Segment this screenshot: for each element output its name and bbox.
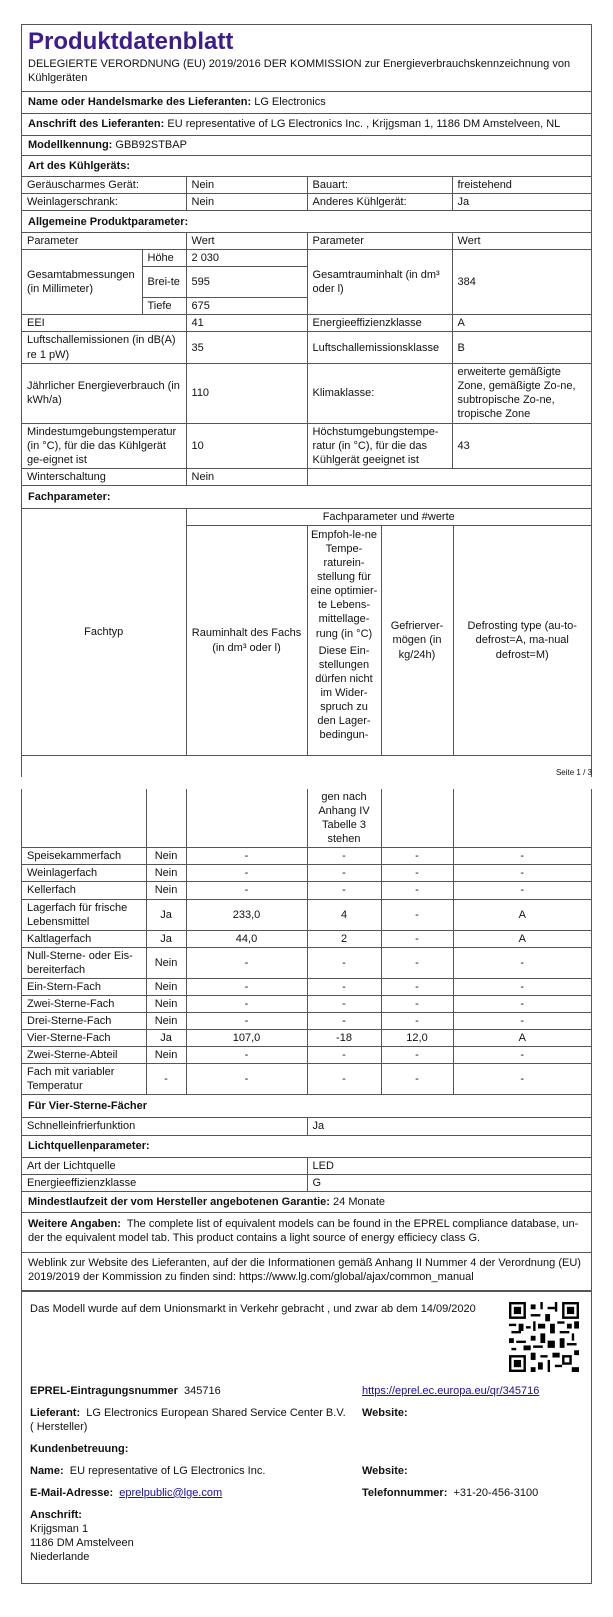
further-text: The complete list of equivalent models can be found in the EPREL compliance database, un-der the equivalent model tab. This product contains a light source of energy efficiecy class G. — [28, 1217, 579, 1244]
support-heading: Kundenbetreuung: — [30, 1442, 129, 1455]
compartment-present: Ja — [146, 930, 186, 947]
further-label: Weitere Angaben: — [28, 1217, 121, 1230]
energy-label: Jährlicher Energieverbrauch (in kWh/a) — [22, 363, 186, 423]
compartment-vol: - — [186, 1064, 307, 1095]
four-star-table — [22, 1117, 591, 1135]
page-title: Produktdatenblatt — [28, 28, 234, 55]
compartments-heading: Fachparameter: — [28, 490, 111, 503]
compartment-defrost: - — [453, 1013, 591, 1030]
compartment-defrost: - — [453, 1064, 591, 1095]
table-row — [22, 978, 591, 995]
table-row — [22, 930, 591, 947]
model-value: GBB92STBAP — [115, 139, 187, 152]
compartment-vol: - — [186, 865, 307, 882]
table-row — [22, 1013, 591, 1030]
compartment-temp: - — [307, 996, 381, 1013]
compartment-freeze: - — [381, 947, 453, 978]
value-header-2: Wert — [452, 233, 591, 250]
compartment-present: Nein — [146, 978, 186, 995]
compartment-vol: - — [186, 996, 307, 1013]
supplier-name-value: LG Electronics — [254, 96, 326, 109]
compartment-name: Weinlagerfach — [22, 865, 146, 882]
support-address-label: Anschrift: — [30, 1508, 82, 1521]
compartment-name: Zwei-Sterne-Fach — [22, 996, 146, 1013]
compartment-vol: 44,0 — [186, 930, 307, 947]
contact-section — [22, 1290, 591, 1617]
climate-value: erweiterte gemäßigte Zone, gemäßigte Zo-ne, subtropische Zo-ne, tropische Zone — [452, 363, 591, 423]
support-name-label: Name: — [30, 1464, 64, 1477]
support-phone-row — [362, 1486, 538, 1500]
compartment-freeze: - — [381, 882, 453, 899]
param-header: Parameter — [22, 233, 186, 250]
wine-label: Weinlagerschrank: — [22, 194, 186, 211]
min-temp-label: Mindestumgebungstemperatur (in °C), für die das Kühlgerät ge-eignet ist — [22, 423, 186, 468]
compartment-defrost: A — [453, 899, 591, 930]
general-heading: Allgemeine Produktparameter: — [28, 215, 189, 228]
compartment-temp: - — [307, 978, 381, 995]
compartment-freeze: 12,0 — [381, 1030, 453, 1047]
compartment-freeze: - — [381, 978, 453, 995]
table-row — [22, 1030, 591, 1047]
height-value: 2 030 — [186, 250, 307, 267]
table-row — [22, 947, 591, 978]
compartment-freeze: - — [381, 1064, 453, 1095]
address-line: 1186 DM Amstelveen — [30, 1536, 134, 1549]
qr-code-icon[interactable] — [509, 1302, 579, 1372]
noise-class-value: B — [452, 332, 591, 363]
compartment-name: Ein-Stern-Fach — [22, 978, 146, 995]
compartment-freeze: - — [381, 996, 453, 1013]
support-address-block — [30, 1522, 134, 1564]
table-row — [22, 848, 591, 865]
support-email-label: E-Mail-Adresse: — [30, 1486, 114, 1499]
table-row — [22, 899, 591, 930]
noise-value: 35 — [186, 332, 307, 363]
eprel-link[interactable]: https://eprel.ec.europa.eu/qr/345716 — [362, 1384, 540, 1397]
value-header: Wert — [186, 233, 307, 250]
compartment-name: Fach mit variabler Temperatur — [22, 1064, 146, 1095]
address-line: Krijgsman 1 — [30, 1522, 89, 1535]
compartment-present: Nein — [146, 1047, 186, 1064]
page-two — [21, 789, 592, 1584]
group-header: Fachparameter und #werte — [186, 508, 591, 525]
support-email-link[interactable]: eprelpublic@lge.com — [119, 1486, 223, 1499]
compartment-temp: - — [307, 865, 381, 882]
eclass-value: A — [452, 315, 591, 332]
compartment-present: - — [146, 1064, 186, 1095]
table-row — [22, 882, 591, 899]
supplier-address-value: EU representative of LG Electronics Inc. , Krijgsman 1, 1186 DM Amstelveen, NL — [167, 118, 561, 131]
support-website-label: Website: — [362, 1464, 408, 1477]
table-row — [22, 1064, 591, 1095]
weblink-text: Weblink zur Website des Lieferanten, auf der die Informationen gemäß Anhang II Nummer 4 der Verordnung (EU) 2019/2019 der Kommission zu finden sind: https://www.lg.com/global/ajax/common_manual — [22, 1252, 591, 1290]
col-freeze-header: Gefrierver-mögen (in kg/24h) — [381, 526, 453, 756]
type-heading: Art des Kühlgeräts: — [22, 155, 591, 176]
col-temp-header-a: Empfoh-le-ne Tempe-raturein-stellung für eine optimier-te Lebens-mittellage-rung (in °C) — [310, 529, 378, 640]
compartment-temp: - — [307, 1013, 381, 1030]
support-phone-value: +31-20-456-3100 — [453, 1486, 539, 1499]
compartment-vol: - — [186, 1047, 307, 1064]
energy-value: 110 — [186, 363, 307, 423]
compartment-temp: 4 — [307, 899, 381, 930]
table-row — [22, 1047, 591, 1064]
compartment-vol: - — [186, 848, 307, 865]
compartment-freeze: - — [381, 899, 453, 930]
compartment-present: Nein — [146, 848, 186, 865]
compartment-defrost: - — [453, 882, 591, 899]
support-phone-label: Telefonnummer: — [362, 1486, 448, 1499]
depth-label: Tiefe — [142, 298, 186, 315]
model-row — [22, 135, 591, 155]
compartment-vol: - — [186, 947, 307, 978]
compartment-temp: - — [307, 882, 381, 899]
lieferant-website-label: Website: — [362, 1406, 408, 1419]
col-volume-header: Rauminhalt des Fachs (in dm³ oder l) — [186, 526, 307, 756]
eprel-label: EPREL-Eintragungsnummer — [30, 1384, 178, 1397]
climate-label: Klimaklasse: — [307, 363, 452, 423]
eei-label: EEI — [22, 315, 186, 332]
light-type-value: LED — [307, 1157, 591, 1174]
compartment-name: Speisekammerfach — [22, 848, 146, 865]
compartment-freeze: - — [381, 865, 453, 882]
lieferant-label: Lieferant: — [30, 1406, 81, 1419]
supplier-address-label: Anschrift des Lieferanten: — [28, 118, 165, 131]
compartments-header-table — [22, 508, 591, 756]
further-info — [22, 1212, 591, 1252]
compartment-vol: - — [186, 882, 307, 899]
regulation-subtitle: DELEGIERTE VERORDNUNG (EU) 2019/2016 DER KOMMISSION zur Energieverbrauchskennzeichnung von Kühlgeräten — [28, 58, 571, 85]
supplier-address-row — [22, 113, 591, 135]
compartment-present: Nein — [146, 882, 186, 899]
height-label: Höhe — [142, 250, 186, 267]
light-table — [22, 1157, 591, 1192]
support-email-row — [30, 1486, 222, 1500]
warranty-label: Mindestlaufzeit der vom Hersteller angebotenen Garantie: — [28, 1195, 330, 1208]
winter-value: Nein — [186, 468, 307, 485]
col-temp-header-b: Diese Ein-stellungen dürfen nicht im Wider-spruch zu den Lager-bedingun- — [315, 644, 373, 742]
noise-label: Luftschallemissionen (in dB(A) re 1 pW) — [22, 332, 186, 363]
design-label: Bauart: — [307, 177, 452, 194]
compartment-name: Kaltlagerfach — [22, 930, 146, 947]
compartment-defrost: - — [453, 978, 591, 995]
min-temp-value: 10 — [186, 423, 307, 468]
compartment-present: Ja — [146, 899, 186, 930]
compartment-freeze: - — [381, 1013, 453, 1030]
compartment-name: Kellerfach — [22, 882, 146, 899]
compartment-temp: - — [307, 1064, 381, 1095]
compartment-temp: - — [307, 1047, 381, 1064]
compartment-temp: - — [307, 848, 381, 865]
compartment-defrost: A — [453, 930, 591, 947]
compartment-defrost: - — [453, 865, 591, 882]
light-class-label: Energieeffizienzklasse — [22, 1174, 307, 1191]
dims-label: Gesamtabmessungen (in Millimeter) — [22, 250, 142, 315]
lieferant-value: LG Electronics European Shared Service Center B.V. ( Hersteller) — [30, 1406, 346, 1433]
width-label: Brei-te — [142, 267, 186, 298]
compartment-name: Lagerfach für frische Lebensmittel — [22, 899, 146, 930]
lieferant-row — [30, 1406, 350, 1434]
other-value: Ja — [452, 194, 591, 211]
compartment-name: Null-Sterne- oder Eis-bereiterfach — [22, 947, 146, 978]
support-name-row — [30, 1464, 265, 1478]
compartment-defrost: - — [453, 848, 591, 865]
quick-freeze-value: Ja — [307, 1118, 591, 1135]
market-date-text: Das Modell wurde auf dem Unionsmarkt in Verkehr gebracht , und zwar ab dem 14/09/2020 — [30, 1302, 476, 1315]
compartment-defrost: - — [453, 996, 591, 1013]
compartment-present: Nein — [146, 865, 186, 882]
compartment-defrost: A — [453, 1030, 591, 1047]
max-temp-label: Höchstumgebungstempe-ratur (in °C), für die das Kühlgerät geeignet ist — [307, 423, 452, 468]
eprel-value: 345716 — [184, 1384, 221, 1397]
compartment-present: Ja — [146, 1030, 186, 1047]
other-label: Anderes Kühlgerät: — [307, 194, 452, 211]
warranty-row — [22, 1192, 591, 1212]
volume-label: Gesamtrauminhalt (in dm³ oder l) — [307, 250, 452, 315]
compartment-vol: - — [186, 978, 307, 995]
page-number: Seite 1 / 3 — [555, 768, 592, 777]
low-noise-value: Nein — [186, 177, 307, 194]
col-defrost-header: Defrosting type (au-to-defrost=A, ma-nual defrost=M) — [453, 526, 591, 756]
compartment-vol: 233,0 — [186, 899, 307, 930]
compartment-defrost: - — [453, 1047, 591, 1064]
compartment-temp: -18 — [307, 1030, 381, 1047]
compartment-freeze: - — [381, 848, 453, 865]
compartment-vol: - — [186, 1013, 307, 1030]
compartment-present: Nein — [146, 996, 186, 1013]
light-type-label: Art der Lichtquelle — [22, 1157, 307, 1174]
wine-value: Nein — [186, 194, 307, 211]
compartment-name: Drei-Sterne-Fach — [22, 1013, 146, 1030]
depth-value: 675 — [186, 298, 307, 315]
col-temp-header-cont: gen nach Anhang IV Tabelle 3 stehen — [307, 789, 381, 848]
general-table — [22, 232, 591, 486]
col-temp-header — [307, 526, 381, 756]
winter-label: Winterschaltung — [22, 468, 186, 485]
warranty-value: 24 Monate — [333, 1195, 386, 1208]
four-star-heading: Für Vier-Sterne-Fächer — [28, 1100, 148, 1113]
quick-freeze-label: Schnelleinfrierfunktion — [22, 1118, 307, 1135]
eprel-row — [30, 1384, 221, 1398]
eclass-label: Energieeffizienzklasse — [307, 315, 452, 332]
supplier-name-row — [22, 91, 591, 113]
col-type-header: Fachtyp — [22, 508, 186, 755]
compartment-present: Nein — [146, 947, 186, 978]
design-value: freistehend — [452, 177, 591, 194]
low-noise-label: Geräuscharmes Gerät: — [22, 177, 186, 194]
param-header-2: Parameter — [307, 233, 452, 250]
compartment-present: Nein — [146, 1013, 186, 1030]
compartment-freeze: - — [381, 1047, 453, 1064]
type-table — [22, 176, 591, 211]
eei-value: 41 — [186, 315, 307, 332]
light-class-value: G — [307, 1174, 591, 1191]
compartment-defrost: - — [453, 947, 591, 978]
model-label: Modellkennung: — [28, 139, 113, 152]
compartment-freeze: - — [381, 930, 453, 947]
noise-class-label: Luftschallemissionsklasse — [307, 332, 452, 363]
width-value: 595 — [186, 267, 307, 298]
compartments-table — [22, 789, 591, 1095]
compartment-name: Vier-Sterne-Fach — [22, 1030, 146, 1047]
max-temp-value: 43 — [452, 423, 591, 468]
table-row — [22, 865, 591, 882]
address-line: Niederlande — [30, 1550, 90, 1563]
compartment-temp: 2 — [307, 930, 381, 947]
page-one — [21, 24, 592, 777]
table-row — [22, 996, 591, 1013]
compartment-vol: 107,0 — [186, 1030, 307, 1047]
support-name-value: EU representative of LG Electronics Inc. — [69, 1464, 266, 1477]
volume-value: 384 — [452, 250, 591, 315]
supplier-name-label: Name oder Handelsmarke des Lieferanten: — [28, 96, 252, 109]
compartment-name: Zwei-Sterne-Abteil — [22, 1047, 146, 1064]
light-heading: Lichtquellenparameter: — [28, 1140, 150, 1153]
compartment-temp: - — [307, 947, 381, 978]
